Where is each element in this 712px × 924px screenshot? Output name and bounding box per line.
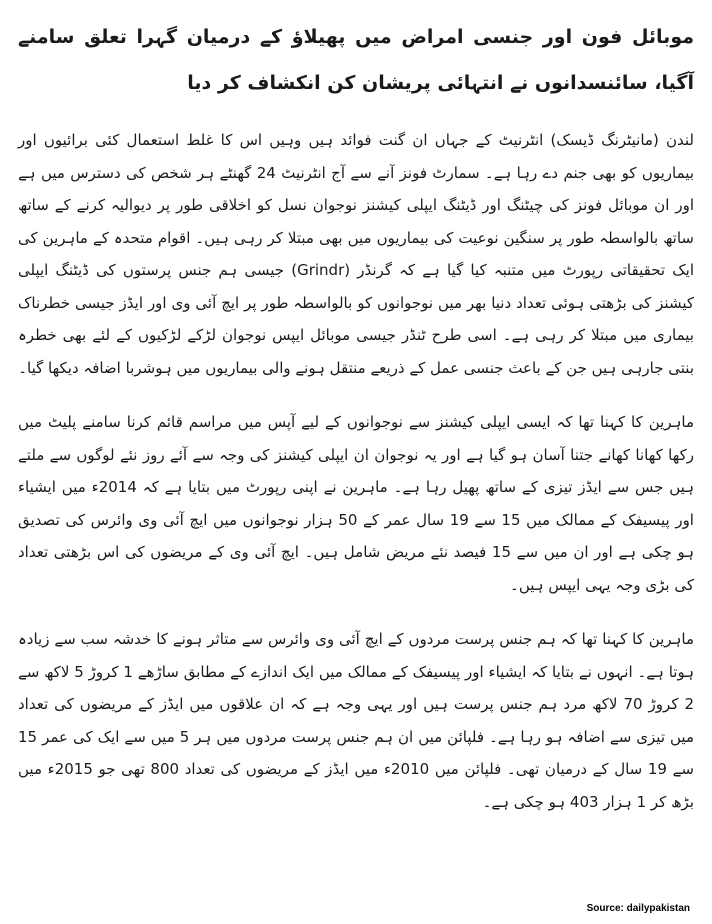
article-paragraph: ماہرین کا کہنا تھا کہ ایسی ایپلی کیشنز سے نوجوانوں کے لیے آپس میں مراسم قائم کرنا سامنے پلیٹ میں رکھا کھانا کھانے جتنا آسان ہو گیا ہے اور یہ نوجوان ان ایپلی کیشنز کی وجہ سے آئے روز نئے لوگوں سے ملتے ہیں جس سے ایڈز تیزی کے ساتھ پھیل رہا ہے۔ ماہرین نے اپنی رپورٹ میں بتایا ہے کہ 2014ء میں ایشیاء اور پیسیفک کے ممالک میں 15 سے 19 سال عمر کے 50 ہزار نوجوانوں میں ایچ آئی وی وائرس کی تصدیق ہو چکی ہے اور ان میں سے 15 فیصد نئے مریض شامل ہیں۔ ایچ آئی وی کے مریضوں کی اس بڑھتی تعداد کی بڑی وجہ یہی ایپس ہیں۔ <box>18 413 694 594</box>
article-paragraph: لندن (مانیٹرنگ ڈیسک) انٹرنیٹ کے جہاں ان گنت فوائد ہیں وہیں اس کا غلط استعمال کئی برائیوں اور بیماریوں کو بھی جنم دے رہا ہے۔ سمارٹ فونز آنے سے آج انٹرنیٹ 24 گھنٹے ہر شخص کی دسترس میں ہے اور ان موبائل فونز کی چیٹنگ اور ڈیٹنگ ایپلی کیشنز نوجوان نسل کو اخلاقی طور پر دیوالیہ کرنے کے ساتھ ساتھ بالواسطہ طور پر سنگین نوعیت کی بیماریوں میں بھی مبتلا کر رہی ہیں۔ اقوام متحدہ کے ماہرین کی ایک تحقیقاتی رپورٹ میں متنبہ کیا گیا ہے کہ گرنڈر (Grindr) جیسی ہم جنس پرستوں کی ڈیٹنگ ایپلی کیشنز کی بڑھتی ہوئی تعداد دنیا بھر میں نوجوانوں کو بالواسطہ طور پر ایچ آئی وی اور ایڈز جیسی خطرناک بیماری میں مبتلا کر رہی ہے۔ اسی طرح ٹنڈر جیسی موبائل ایپس نوجوان لڑکے لڑکیوں کے لئے بھی خطرہ بنتی جارہی ہیں جن کے باعث جنسی عمل کے ذریعے منتقل ہونے والی بیماریوں میں ہوشربا اضافہ دیکھا گیا۔ <box>18 131 695 377</box>
article-paragraph: ماہرین کا کہنا تھا کہ ہم جنس پرست مردوں کے ایچ آئی وی وائرس سے متاثر ہونے کا خدشہ سب سے زیادہ ہوتا ہے۔ انہوں نے بتایا کہ ایشیاء اور پیسیفک کے ممالک میں ایک اندازے کے مطابق ساڑھے 1 کروڑ 5 لاکھ سے 2 کروڑ 70 لاکھ مرد ہم جنس پرست ہیں اور یہی وجہ ہے کہ ان علاقوں میں ایڈز کے مریضوں کی تعداد میں تیزی سے اضافہ ہو رہا ہے۔ فلپائن میں ان ہم جنس پرست مردوں میں ہر 5 میں سے ایک کی عمر 15 سے 19 سال کے درمیان تھی۔ فلپائن میں 2010ء میں ایڈز کے مریضوں کی تعداد 800 تھی جو 2015ء میں بڑھ کر 1 ہزار 403 ہو چکی ہے۔ <box>18 630 694 811</box>
article-headline: موبائل فون اور جنسی امراض میں پھیلاؤ کے درمیان گہرا تعلق سامنے آگیا، سائنسدانوں نے انتہائی پریشان کن انکشاف کر دیا <box>18 26 694 94</box>
article <box>18 14 694 840</box>
source-credit: Source: dailypakistan <box>586 903 690 914</box>
